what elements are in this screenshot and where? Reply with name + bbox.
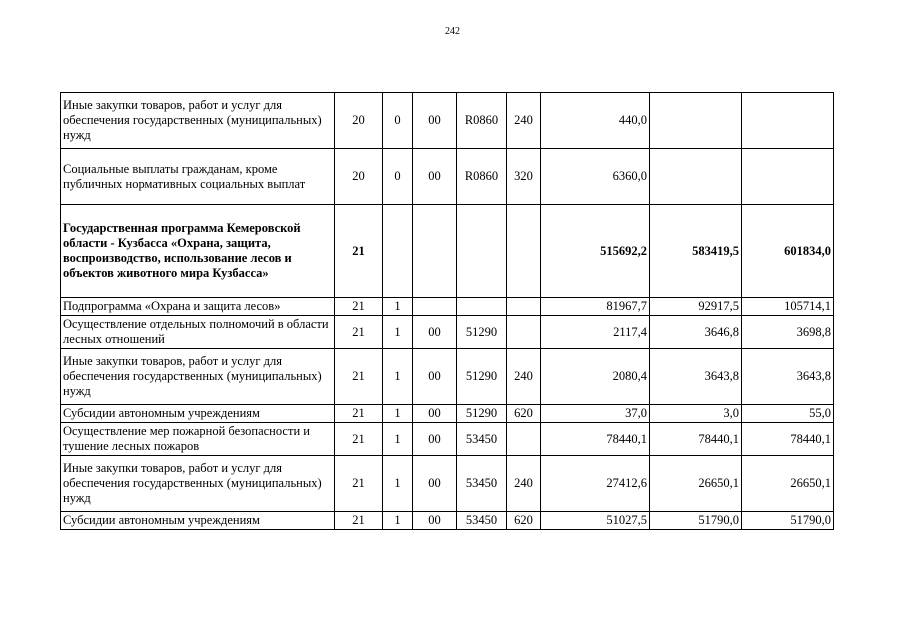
expense-type-cell [507,298,541,316]
direction-code-cell: 00 [413,93,457,149]
amount-year3-cell: 105714,1 [742,298,834,316]
row-name-cell: Осуществление мер пожарной безопасности и тушение лесных пожаров [61,423,335,456]
expense-type-cell [507,316,541,349]
amount-year3-cell: 26650,1 [742,456,834,512]
amount-year3-cell: 601834,0 [742,205,834,298]
subprogram-code-cell: 1 [383,349,413,405]
row-name-cell: Иные закупки товаров, работ и услуг для обеспечения государственных (муниципальных) нужд [61,456,335,512]
amount-year1-cell: 6360,0 [541,149,650,205]
amount-year1-cell: 515692,2 [541,205,650,298]
budget-table-body [61,93,834,530]
table-row [61,205,834,298]
program-code-cell: 21 [335,298,383,316]
program-code-cell: 21 [335,423,383,456]
program-code-cell: 21 [335,316,383,349]
table-row [61,349,834,405]
amount-year3-cell: 55,0 [742,405,834,423]
table-row [61,423,834,456]
subprogram-code-cell [383,205,413,298]
expense-code-cell: 53450 [457,456,507,512]
page-number: 242 [445,26,460,37]
program-code-cell: 20 [335,149,383,205]
table-row [61,512,834,530]
row-name-cell: Субсидии автономным учреждениям [61,405,335,423]
direction-code-cell: 00 [413,423,457,456]
program-code-cell: 21 [335,405,383,423]
subprogram-code-cell: 0 [383,149,413,205]
amount-year3-cell: 78440,1 [742,423,834,456]
row-name-cell: Осуществление отдельных полномочий в области лесных отношений [61,316,335,349]
expense-type-cell: 620 [507,512,541,530]
amount-year1-cell: 27412,6 [541,456,650,512]
amount-year2-cell: 3,0 [650,405,742,423]
amount-year2-cell: 92917,5 [650,298,742,316]
direction-code-cell: 00 [413,349,457,405]
expense-type-cell: 320 [507,149,541,205]
amount-year2-cell: 3646,8 [650,316,742,349]
expense-type-cell: 240 [507,456,541,512]
direction-code-cell [413,205,457,298]
subprogram-code-cell: 1 [383,456,413,512]
expense-type-cell: 620 [507,405,541,423]
expense-code-cell: R0860 [457,149,507,205]
direction-code-cell [413,298,457,316]
table-row [61,298,834,316]
amount-year2-cell [650,149,742,205]
amount-year2-cell: 583419,5 [650,205,742,298]
amount-year3-cell: 3643,8 [742,349,834,405]
amount-year1-cell: 2117,4 [541,316,650,349]
expense-type-cell [507,205,541,298]
direction-code-cell: 00 [413,512,457,530]
program-code-cell: 21 [335,205,383,298]
direction-code-cell: 00 [413,405,457,423]
expense-code-cell: 53450 [457,423,507,456]
subprogram-code-cell: 0 [383,93,413,149]
amount-year1-cell: 81967,7 [541,298,650,316]
amount-year1-cell: 51027,5 [541,512,650,530]
subprogram-code-cell: 1 [383,423,413,456]
direction-code-cell: 00 [413,316,457,349]
amount-year1-cell: 440,0 [541,93,650,149]
row-name-cell: Подпрограмма «Охрана и защита лесов» [61,298,335,316]
subprogram-code-cell: 1 [383,298,413,316]
amount-year1-cell: 2080,4 [541,349,650,405]
table-row [61,93,834,149]
expense-code-cell: 53450 [457,512,507,530]
table-row [61,456,834,512]
amount-year2-cell [650,93,742,149]
table-row [61,405,834,423]
expense-type-cell: 240 [507,349,541,405]
amount-year3-cell: 3698,8 [742,316,834,349]
budget-table [60,92,834,530]
expense-code-cell: 51290 [457,316,507,349]
amount-year1-cell: 37,0 [541,405,650,423]
program-code-cell: 21 [335,456,383,512]
expense-type-cell: 240 [507,93,541,149]
direction-code-cell: 00 [413,149,457,205]
amount-year3-cell: 51790,0 [742,512,834,530]
expense-code-cell: 51290 [457,405,507,423]
expense-type-cell [507,423,541,456]
amount-year2-cell: 51790,0 [650,512,742,530]
row-name-cell: Иные закупки товаров, работ и услуг для обеспечения государственных (муниципальных) нужд [61,349,335,405]
amount-year2-cell: 3643,8 [650,349,742,405]
row-name-cell: Субсидии автономным учреждениям [61,512,335,530]
subprogram-code-cell: 1 [383,316,413,349]
subprogram-code-cell: 1 [383,405,413,423]
subprogram-code-cell: 1 [383,512,413,530]
table-row [61,316,834,349]
expense-code-cell: R0860 [457,93,507,149]
row-name-cell: Иные закупки товаров, работ и услуг для обеспечения государственных (муниципальных) нужд [61,93,335,149]
expense-code-cell: 51290 [457,349,507,405]
expense-code-cell [457,205,507,298]
expense-code-cell [457,298,507,316]
amount-year2-cell: 26650,1 [650,456,742,512]
direction-code-cell: 00 [413,456,457,512]
program-code-cell: 20 [335,93,383,149]
table-row [61,149,834,205]
program-code-cell: 21 [335,512,383,530]
amount-year3-cell [742,93,834,149]
row-name-cell: Государственная программа Кемеровской области - Кузбасса «Охрана, защита, воспроизводство, использование лесов и объектов животного мира Кузбасса» [61,205,335,298]
row-name-cell: Социальные выплаты гражданам, кроме публичных нормативных социальных выплат [61,149,335,205]
amount-year3-cell [742,149,834,205]
program-code-cell: 21 [335,349,383,405]
amount-year2-cell: 78440,1 [650,423,742,456]
amount-year1-cell: 78440,1 [541,423,650,456]
